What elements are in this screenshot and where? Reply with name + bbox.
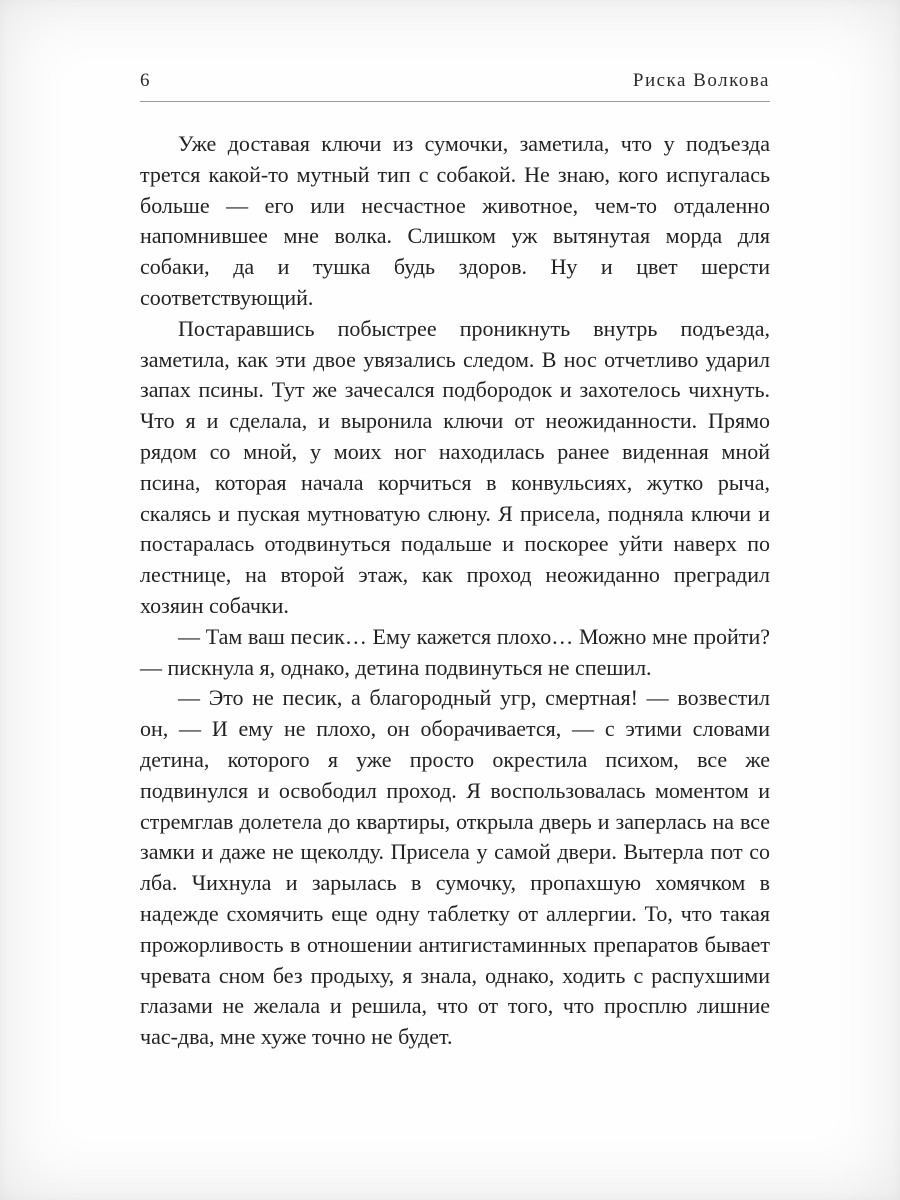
header-rule [140,101,770,102]
paragraph: Уже доставая ключи из сумочки, заметила, что у подъезда трется какой-то мутный тип с собакой. Не знаю, кого испугалась больше — его или несчастное животное, чем-то отдаленно напомнившее мне волка. Слишком уж вытянутая морда для собаки, да и тушка будь здоров. Ну и цвет шерсти соответствующий. [140,131,770,310]
running-header [140,0,770,92]
running-header-author: Риска Волкова [632,70,770,91]
paragraph: — Там ваш песик… Ему кажется плохо… Можно мне пройти? — пискнула я, однако, детина подвинуться не спешил. [140,623,770,680]
page-text [140,129,770,1053]
page-number: 6 [140,70,150,91]
paragraph: Постаравшись побыстрее проникнуть внутрь подъезда, заметила, как эти двое увязались следом. В нос отчетливо ударил запах псины. Тут же зачесался подбородок и захотелось чихнуть. Что я и сделала, и выронила ключи от неожиданности. Прямо рядом со мной, у моих ног находилась ранее виденная мной псина, которая начала корчиться в конвульсиях, жутко рыча, скалясь и пуская мутноватую слюну. Я присела, подняла ключи и постаралась отодвинуться подальше и поскорее уйти наверх по лестнице, на второй этаж, как проход неожиданно преградил хозяин собачки. [140,315,770,618]
paragraph: — Это не песик, а благородный угр, смертная! — возвестил он, — И ему не плохо, он оборачивается, — с этими словами детина, которого я уже просто окрестила психом, все же подвинулся и освободил проход. Я воспользовалась моментом и стремглав долетела до квартиры, открыла дверь и заперлась на все замки и даже не щеколду. Присела у самой двери. Вытерла пот со лба. Чихнула и зарылась в сумочку, пропахшую хомячком в надежде схомячить еще одну таблетку от аллергии. То, что такая прожорливость в отношении антигистаминных препаратов бывает чревата сном без продыху, я знала, однако, ходить с распухшими глазами не желала и решила, что от того, что просплю лишние час-два, мне хуже точно не будет. [140,685,770,1050]
page-content [140,0,770,1053]
